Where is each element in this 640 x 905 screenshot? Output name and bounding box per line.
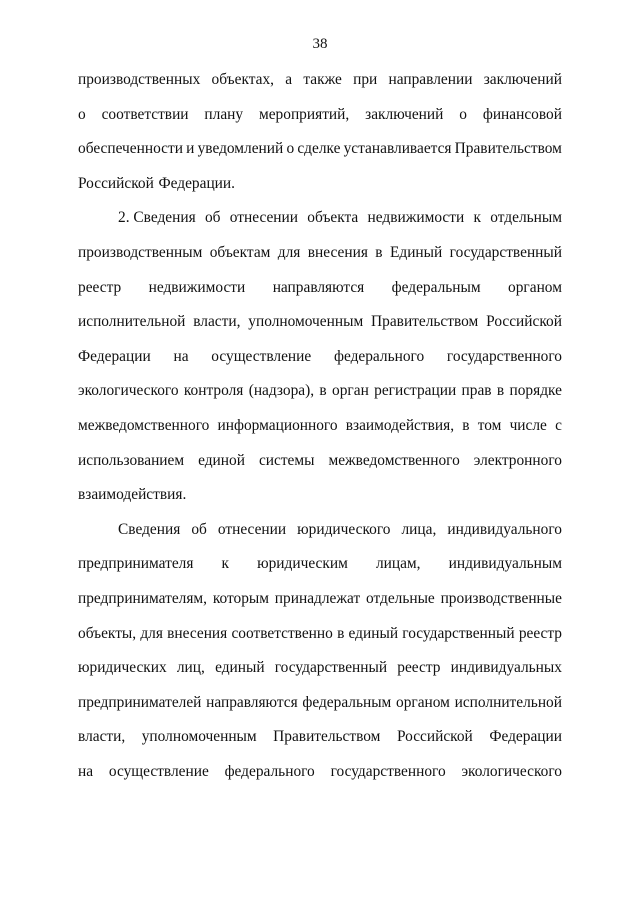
word: реестр [78, 278, 122, 296]
word: мероприятий, [258, 105, 350, 123]
text-line [78, 693, 562, 728]
word: взаимодействия, [345, 416, 455, 434]
text-line [78, 139, 562, 174]
word: на [78, 762, 94, 780]
text-line [78, 208, 562, 243]
word: о [459, 105, 467, 123]
word: недвижимости [367, 209, 465, 227]
word: предпринимателей [78, 693, 202, 711]
word: осуществление [211, 347, 312, 365]
word: которым [212, 589, 269, 607]
text-line [78, 174, 562, 209]
word: прав [461, 382, 492, 400]
text-line [78, 70, 562, 105]
word: Российской [78, 174, 154, 192]
word: об [204, 209, 221, 227]
text-line [78, 243, 562, 278]
word: объекта [307, 209, 359, 227]
word: юридическим [257, 555, 348, 573]
word: направлении [388, 71, 473, 88]
word: предпринимателя [78, 555, 194, 573]
word: сделке [297, 140, 341, 158]
word: индивидуальных [450, 659, 562, 677]
word: а [285, 71, 293, 88]
word: Федерации. [158, 174, 236, 192]
word: об [191, 520, 207, 538]
word: при [353, 71, 378, 88]
word: производственные [440, 589, 562, 607]
word: органом [396, 693, 450, 711]
page-number: 38 [312, 36, 328, 52]
word: федеральным [391, 278, 481, 296]
word: направляются [272, 278, 365, 296]
word: системы [258, 451, 315, 469]
word: единый [215, 659, 265, 677]
word: государственный [449, 243, 562, 261]
word: к [473, 209, 481, 227]
word: юридических [78, 659, 167, 677]
word: федерального [224, 762, 315, 780]
word: Федерации [78, 347, 151, 365]
word: объектам [209, 243, 271, 261]
text-line [78, 451, 562, 486]
word: для [140, 624, 163, 642]
word: индивидуального [447, 520, 562, 538]
word: порядке [509, 382, 562, 400]
word: реестр [518, 624, 562, 642]
word: Правительством [273, 728, 381, 746]
word: в [496, 382, 505, 400]
text-line [78, 312, 562, 347]
word: отнесении [229, 209, 299, 227]
text-line [78, 105, 562, 140]
word: федеральным [302, 693, 392, 711]
word: лица, [401, 520, 437, 538]
text-line [78, 381, 562, 416]
word: направляются [206, 693, 298, 711]
word: государственный [402, 624, 515, 642]
text-line [78, 554, 562, 589]
word: принадлежат [274, 589, 361, 607]
text-line [78, 727, 562, 762]
word: отдельные [365, 589, 435, 607]
word: в [375, 243, 383, 261]
word: лиц, [176, 659, 205, 677]
word: власти, [78, 728, 126, 746]
word: (надзора), [248, 382, 315, 400]
word: Российской [486, 313, 562, 331]
word: числе [509, 416, 547, 434]
word: соответственно [231, 624, 333, 642]
word: с [555, 416, 562, 434]
word: отнесении [217, 520, 287, 538]
word: о [78, 105, 86, 123]
word: в [462, 416, 470, 434]
word: производственным [78, 243, 203, 261]
text-line [78, 278, 562, 313]
text-line [78, 589, 562, 624]
word: федерального [333, 347, 425, 365]
text-line [78, 762, 562, 797]
word: экологического [461, 762, 562, 780]
word: власти, [193, 313, 241, 331]
text-line [78, 658, 562, 693]
word: единый [348, 624, 399, 642]
word: в [319, 382, 327, 400]
word: недвижимости [148, 278, 246, 296]
word: информационного [217, 416, 338, 434]
word: и [186, 140, 195, 158]
word: уполномоченным [248, 313, 364, 331]
word: на [173, 347, 189, 365]
word: исполнительной [78, 313, 186, 331]
word: 2. Сведения [118, 209, 196, 227]
word: взаимодействия. [78, 486, 187, 504]
text-line [78, 485, 562, 520]
word: осуществление [108, 762, 209, 780]
word: Российской [396, 728, 473, 746]
word: исполнительной [454, 693, 562, 711]
word: соответствии [101, 105, 189, 123]
word: экологического [78, 382, 179, 400]
word: предпринимателям, [78, 589, 208, 607]
word: обеспеченности [78, 140, 183, 158]
word: государственный [274, 659, 388, 677]
word: также [303, 71, 342, 88]
word: объектах, [211, 71, 275, 88]
word: заключений [483, 71, 562, 88]
word: производственных [78, 71, 201, 88]
word: электронного [473, 451, 562, 469]
word: регистрации [374, 382, 457, 400]
word: орган [332, 382, 369, 400]
word: устанавливается [343, 140, 452, 158]
word: единой [198, 451, 245, 469]
word: внесения [307, 243, 368, 261]
word: уведомлений [197, 140, 284, 158]
word: использованием [78, 451, 185, 469]
word: заключений [365, 105, 444, 123]
word: в [337, 624, 345, 642]
word: государственного [446, 347, 562, 365]
word: уполномоченным [141, 728, 257, 746]
word: Единый [389, 243, 443, 261]
word: плану [204, 105, 244, 123]
document-body [78, 70, 562, 796]
text-line [78, 347, 562, 382]
word: юридического [297, 520, 391, 538]
word: Сведения [118, 520, 181, 538]
word: Федерации [489, 728, 562, 746]
word: органом [508, 278, 562, 296]
text-line [78, 416, 562, 451]
word: лицам, [375, 555, 421, 573]
text-line [78, 520, 562, 555]
word: индивидуальным [448, 555, 562, 573]
word: финансовой [482, 105, 562, 123]
text-line [78, 624, 562, 659]
word: к [221, 555, 229, 573]
word: Правительством [371, 313, 479, 331]
word: для [277, 243, 301, 261]
word: внесения [167, 624, 228, 642]
word: реестр [397, 659, 441, 677]
word: контроля [183, 382, 244, 400]
word: отдельным [490, 209, 562, 227]
word: о [286, 140, 295, 158]
word: объекты, [78, 624, 137, 642]
word: Правительством [454, 140, 562, 158]
word: межведомственного [78, 416, 210, 434]
word: том [477, 416, 502, 434]
word: межведомственного [328, 451, 460, 469]
word: государственного [330, 762, 446, 780]
